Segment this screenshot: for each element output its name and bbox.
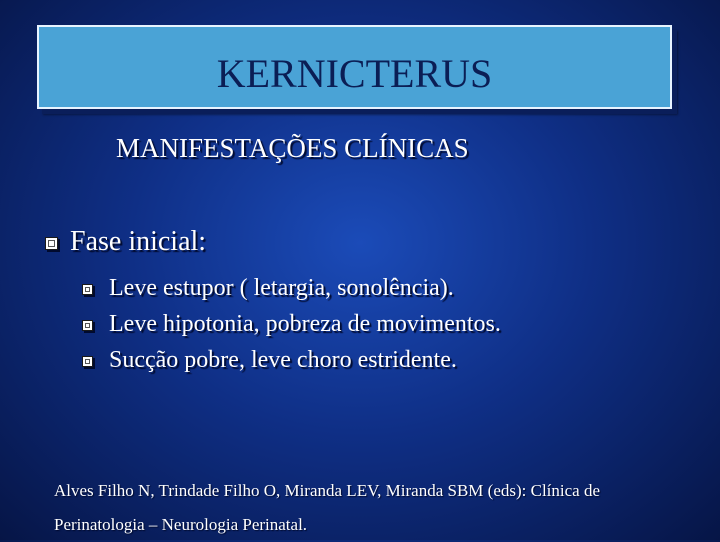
square-bullet-icon	[82, 284, 93, 295]
reference-line-1: Alves Filho N, Trindade Filho O, Miranda LEV, Miranda SBM (eds): Clínica de	[54, 481, 601, 500]
reference-line-2: Perinatologia – Neurologia Perinatal.	[54, 515, 308, 534]
reference-citation	[54, 474, 714, 542]
slide-title: KERNICTERUS	[216, 51, 493, 96]
list-item-text: Leve hipotonia, pobreza de movimentos.	[109, 311, 501, 337]
section-label: Fase inicial:	[70, 226, 207, 257]
list-item-text: Leve estupor ( letargia, sonolência).	[109, 275, 454, 301]
slide-subtitle: MANIFESTAÇÕES CLÍNICAS	[116, 133, 469, 163]
list-item-text: Sucção pobre, leve choro estridente.	[109, 347, 457, 373]
title-box	[37, 25, 672, 109]
square-bullet-icon	[82, 320, 93, 331]
square-bullet-icon	[82, 356, 93, 367]
square-bullet-icon	[45, 237, 58, 250]
